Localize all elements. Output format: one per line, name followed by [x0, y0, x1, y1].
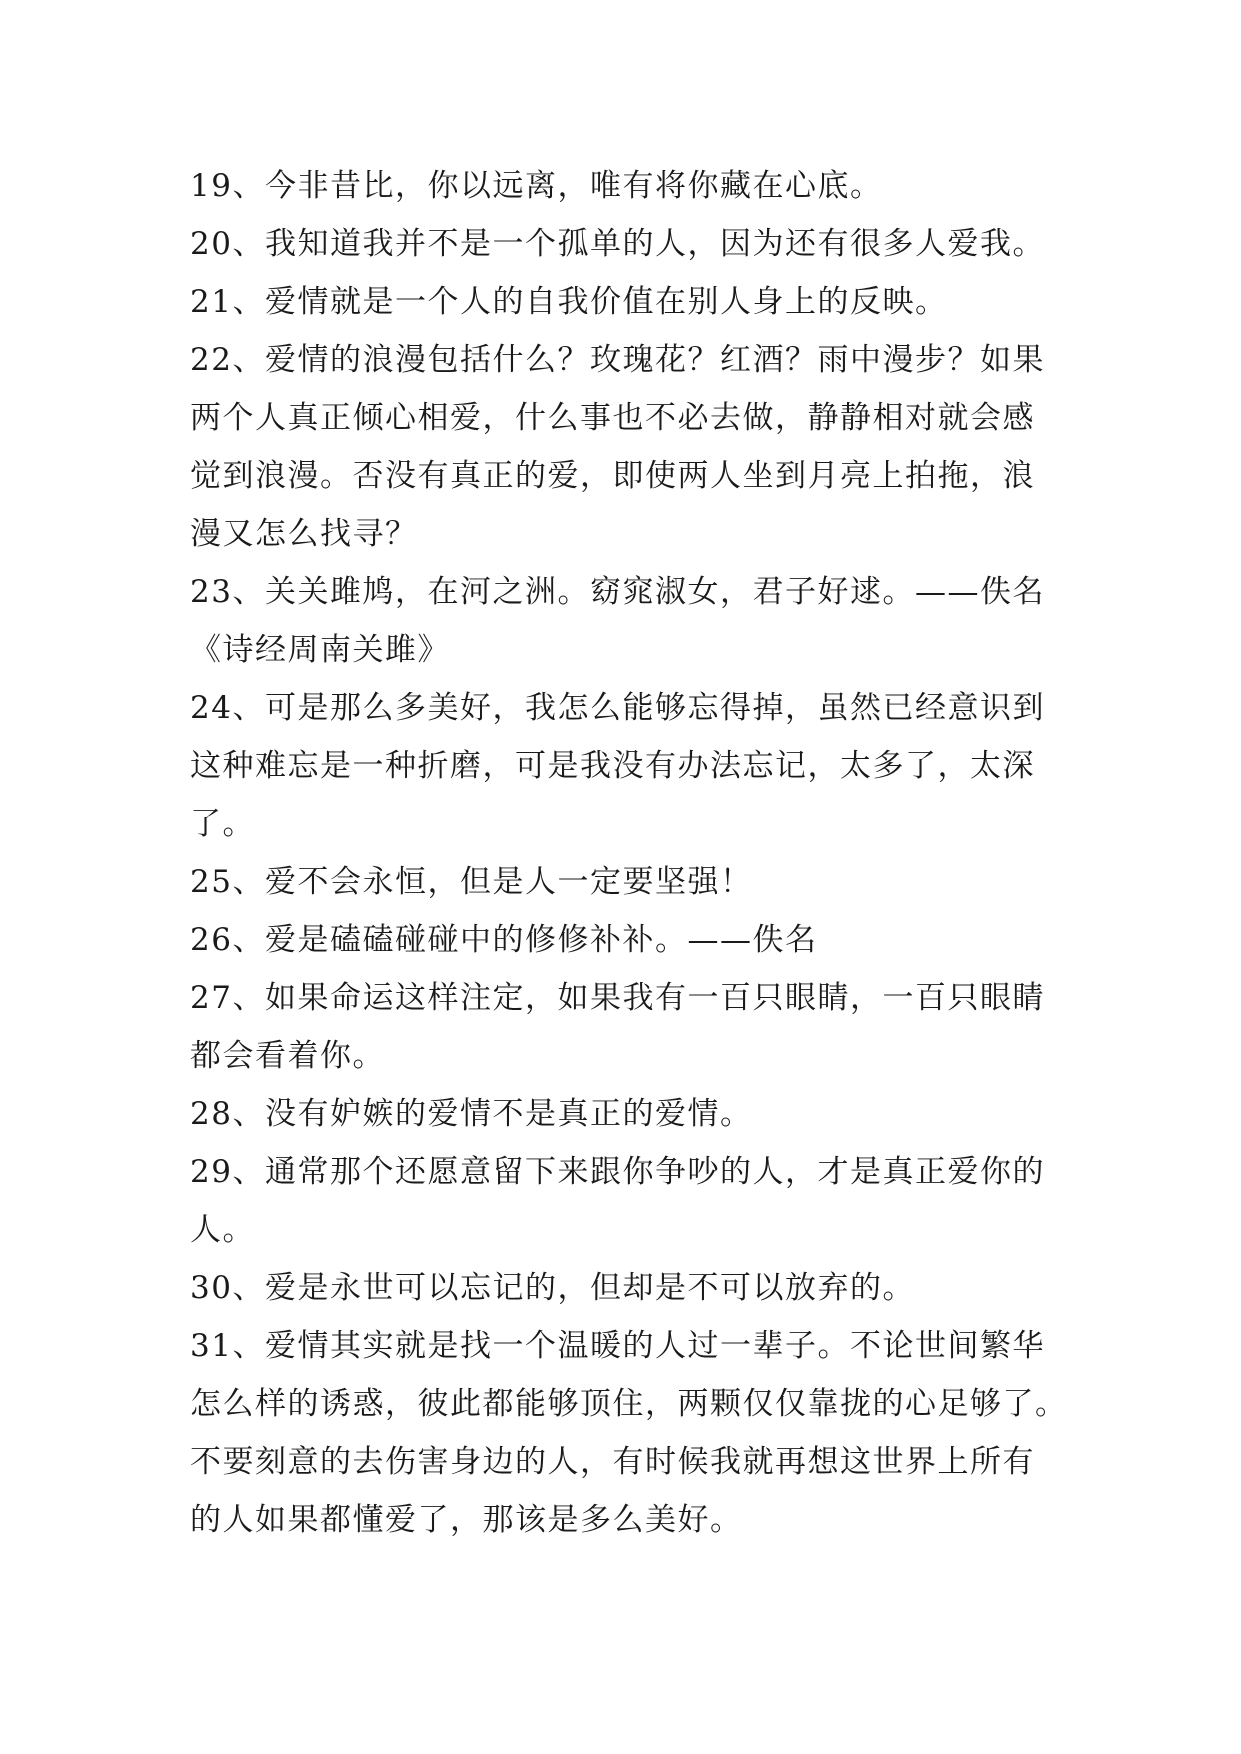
- entry-20: [190, 215, 1070, 273]
- entry-line: 《诗经周南关雎》: [190, 632, 450, 668]
- entry-line: 22、爱情的浪漫包括什么？玫瑰花？红酒？雨中漫步？如果: [190, 342, 1045, 378]
- entry-line: 漫又怎么找寻？: [190, 516, 418, 552]
- entry-24: [190, 679, 1070, 853]
- entry-line: 两个人真正倾心相爱，什么事也不必去做，静静相对就会感: [190, 400, 1035, 436]
- entry-line: 这种难忘是一种折磨，可是我没有办法忘记，太多了，太深: [190, 748, 1035, 784]
- entry-line: 都会看着你。: [190, 1038, 385, 1074]
- entry-line: 怎么样的诱惑，彼此都能够顶住，两颗仅仅靠拢的心足够了。: [190, 1386, 1068, 1422]
- document-body: [190, 157, 1070, 1549]
- entry-line: 人。: [190, 1212, 255, 1248]
- entry-line: 31、爱情其实就是找一个温暖的人过一辈子。不论世间繁华: [190, 1328, 1045, 1364]
- entry-line: 23、关关雎鸠，在河之洲。窈窕淑女，君子好逑。——佚名: [190, 574, 1045, 610]
- entry-19: [190, 157, 1070, 215]
- entry-25: [190, 853, 1070, 911]
- entry-line: 27、如果命运这样注定，如果我有一百只眼睛，一百只眼睛: [190, 980, 1045, 1016]
- entry-line: 24、可是那么多美好，我怎么能够忘得掉，虽然已经意识到: [190, 690, 1045, 726]
- entry-line: 觉到浪漫。否没有真正的爱，即使两人坐到月亮上拍拖，浪: [190, 458, 1035, 494]
- entry-23: [190, 563, 1070, 679]
- entry-line: 25、爱不会永恒，但是人一定要坚强！: [190, 864, 753, 900]
- entry-line: 29、通常那个还愿意留下来跟你争吵的人，才是真正爱你的: [190, 1154, 1045, 1190]
- entry-31: [190, 1317, 1070, 1549]
- entry-27: [190, 969, 1070, 1085]
- entry-line: 28、没有妒嫉的爱情不是真正的爱情。: [190, 1096, 753, 1132]
- entry-29: [190, 1143, 1070, 1259]
- entry-line: 了。: [190, 806, 255, 842]
- entry-30: [190, 1259, 1070, 1317]
- entry-line: 30、爱是永世可以忘记的，但却是不可以放弃的。: [190, 1270, 915, 1306]
- entry-line: 21、爱情就是一个人的自我价值在别人身上的反映。: [190, 284, 948, 320]
- entry-26: [190, 911, 1070, 969]
- entry-line: 19、今非昔比，你以远离，唯有将你藏在心底。: [190, 168, 883, 204]
- entry-line: 的人如果都懂爱了，那该是多么美好。: [190, 1502, 743, 1538]
- entry-line: 26、爱是磕磕碰碰中的修修补补。——佚名: [190, 922, 818, 958]
- entry-21: [190, 273, 1070, 331]
- entry-line: 不要刻意的去伤害身边的人，有时候我就再想这世界上所有: [190, 1444, 1035, 1480]
- entry-22: [190, 331, 1070, 563]
- entry-28: [190, 1085, 1070, 1143]
- entry-line: 20、我知道我并不是一个孤单的人，因为还有很多人爱我。: [190, 226, 1045, 262]
